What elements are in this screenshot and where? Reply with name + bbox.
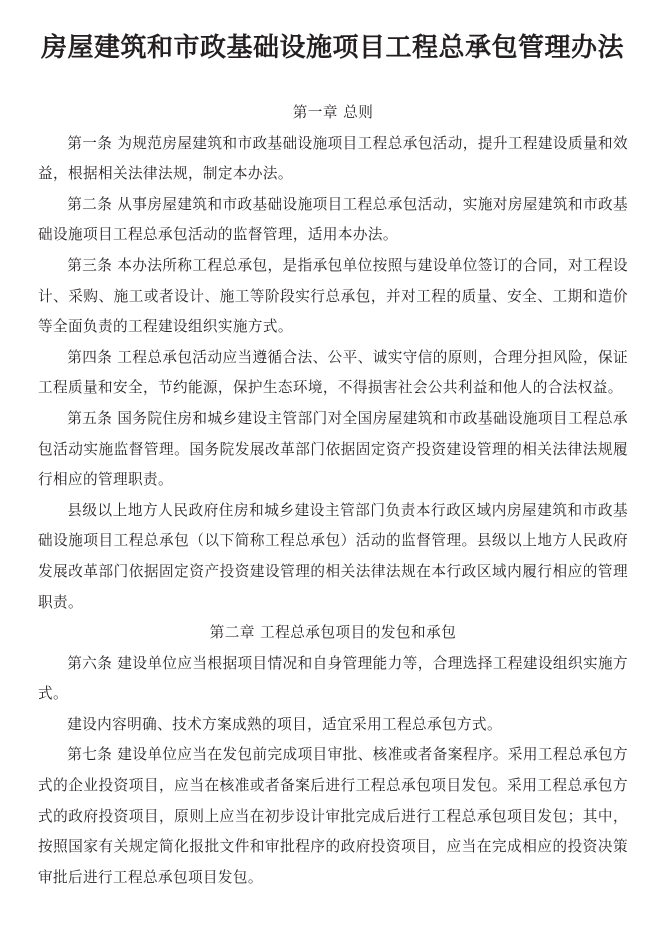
article-5-paragraph-2: 县级以上地方人民政府住房和城乡建设主管部门负责本行政区域内房屋建筑和市政基础设施项目工程总承包（以下简称工程总承包）活动的监督管理。县级以上地方人民政府发展改革部门依据固定资产投资建设管理的相关法律法规在本行政区域内履行相应的管理职责。 xyxy=(38,501,628,611)
article-7: 第七条 建设单位应当在发包前完成项目审批、核准或者备案程序。采用工程总承包方式的企业投资项目，应当在核准或者备案后进行工程总承包项目发包。采用工程总承包方式的政府投资项目，原则上应当在初步设计审批完成后进行工程总承包项目发包；其中，按照国家有关规定简化报批文件和审批程序的政府投资项目，应当在完成相应的投资决策审批后进行工程总承包项目发包。 xyxy=(38,746,628,886)
article-6: 第六条 建设单位应当根据项目情况和自身管理能力等，合理选择工程建设组织实施方式。 xyxy=(38,654,628,703)
article-3: 第三条 本办法所称工程总承包，是指承包单位按照与建设单位签订的合同，对工程设计、采购、施工或者设计、施工等阶段实行总承包，并对工程的质量、安全、工期和造价等全面负责的工程建设组织实施方式。 xyxy=(38,256,628,336)
article-2: 第二条 从事房屋建筑和市政基础设施项目工程总承包活动，实施对房屋建筑和市政基础设施项目工程总承包活动的监督管理，适用本办法。 xyxy=(38,195,628,244)
chapter-1-heading: 第一章 总则 xyxy=(292,104,374,121)
article-4: 第四条 工程总承包活动应当遵循合法、公平、诚实守信的原则，合理分担风险，保证工程质量和安全，节约能源，保护生态环境，不得损害社会公共利益和他人的合法权益。 xyxy=(38,348,628,397)
article-5: 第五条 国务院住房和城乡建设主管部门对全国房屋建筑和市政基础设施项目工程总承包活动实施监督管理。国务院发展改革部门依据固定资产投资建设管理的相关法律法规履行相应的管理职责。 xyxy=(38,409,628,489)
chapter-2-heading: 第二章 工程总承包项目的发包和承包 xyxy=(209,624,457,642)
document-title: 房屋建筑和市政基础设施项目工程总承包管理办法 xyxy=(40,33,624,63)
article-6-paragraph-2: 建设内容明确、技术方案成熟的项目，适宜采用工程总承包方式。 xyxy=(67,715,503,733)
article-1: 第一条 为规范房屋建筑和市政基础设施项目工程总承包活动，提升工程建设质量和效益，根据相关法律法规，制定本办法。 xyxy=(38,134,628,183)
document-body xyxy=(38,98,628,893)
